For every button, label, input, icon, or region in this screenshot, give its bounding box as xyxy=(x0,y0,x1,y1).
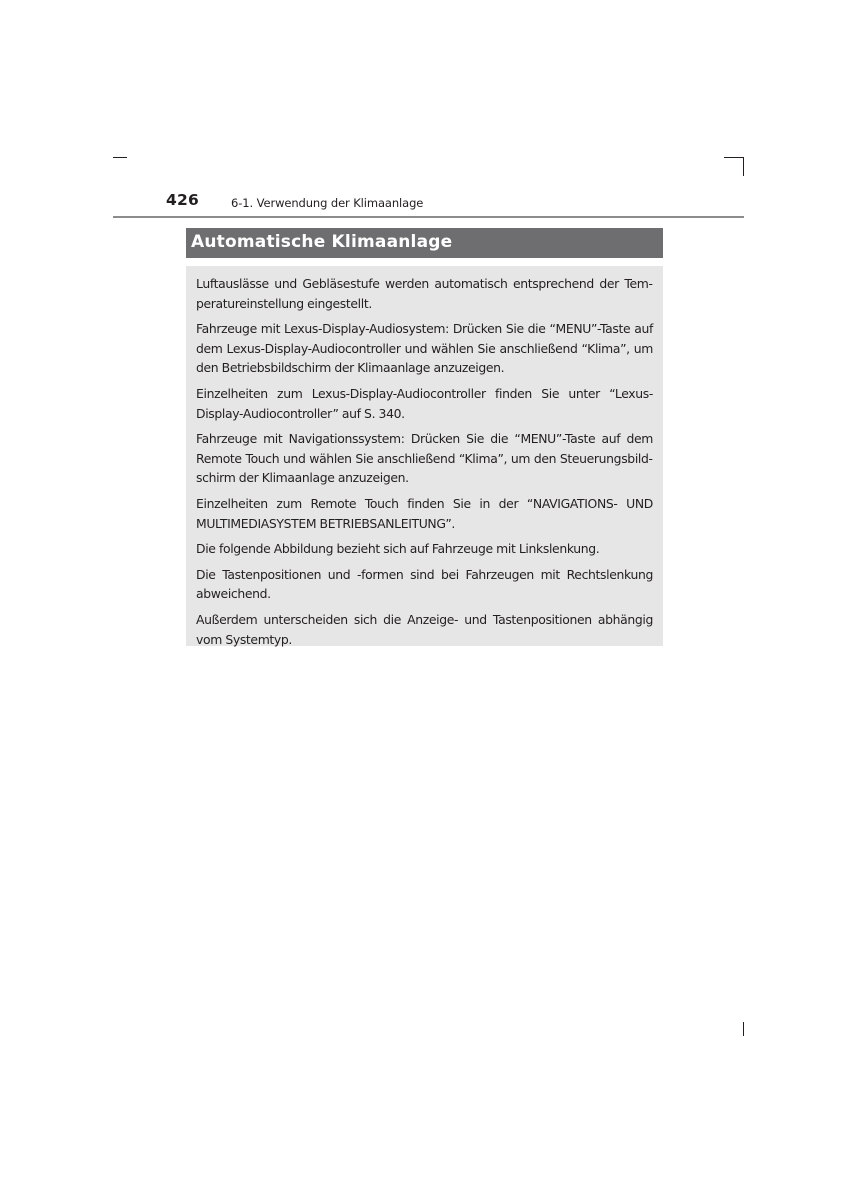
info-paragraph: Außerdem unterscheiden sich die Anzeige- und Tastenpositionen abhängig vom Systemtyp. xyxy=(196,611,653,647)
info-paragraph: Die folgende Abbildung bezieht sich auf Fahrzeuge mit Linkslenkung. xyxy=(196,541,600,557)
info-paragraph: Fahrzeuge mit Navigationssystem: Drücken Sie die “MENU”-Taste auf dem Remote Touch und wählen Sie anschließend “Klima”, um den Steuerungsbildschirm der Klimaanlage anzuzeigen. xyxy=(196,431,653,486)
info-paragraph: Einzelheiten zum Lexus-Display-Audiocontroller finden Sie unter “Lexus-Display-Audiocontroller” auf S. 340. xyxy=(196,385,653,421)
crop-mark-bottom-right xyxy=(743,1022,744,1036)
info-paragraph: Luftauslässe und Gebläsestufe werden automatisch entsprechend der Temperatureinstellung eingestellt. xyxy=(196,276,653,311)
page-number: 426 xyxy=(166,191,199,209)
header-rule xyxy=(113,216,744,218)
crop-mark-top-right-vertical xyxy=(743,157,744,176)
info-box xyxy=(186,266,663,646)
section-title: Automatische Klimaanlage xyxy=(191,232,453,252)
crop-mark-top-right-horizontal xyxy=(724,157,744,158)
info-paragraph: Einzelheiten zum Remote Touch finden Sie in der “NAVIGATIONS- UND MULTIMEDIASYSTEM BETRIEBSANLEITUNG”. xyxy=(196,495,653,531)
section-reference: 6-1. Verwendung der Klimaanlage xyxy=(231,196,424,210)
info-paragraph: Fahrzeuge mit Lexus-Display-Audiosystem: Drücken Sie die “MENU”-Taste auf dem Lexus-Display-Audiocontroller und wählen Sie anschließend “Klima”, um den Betriebsbildschirm der Klimaanlage anzuzeigen. xyxy=(196,321,653,376)
crop-mark-top-left xyxy=(113,157,127,158)
info-paragraph: Die Tastenpositionen und -formen sind bei Fahrzeugen mit Rechtslenkung abweichend. xyxy=(196,566,653,602)
section-title-bar xyxy=(186,228,663,258)
